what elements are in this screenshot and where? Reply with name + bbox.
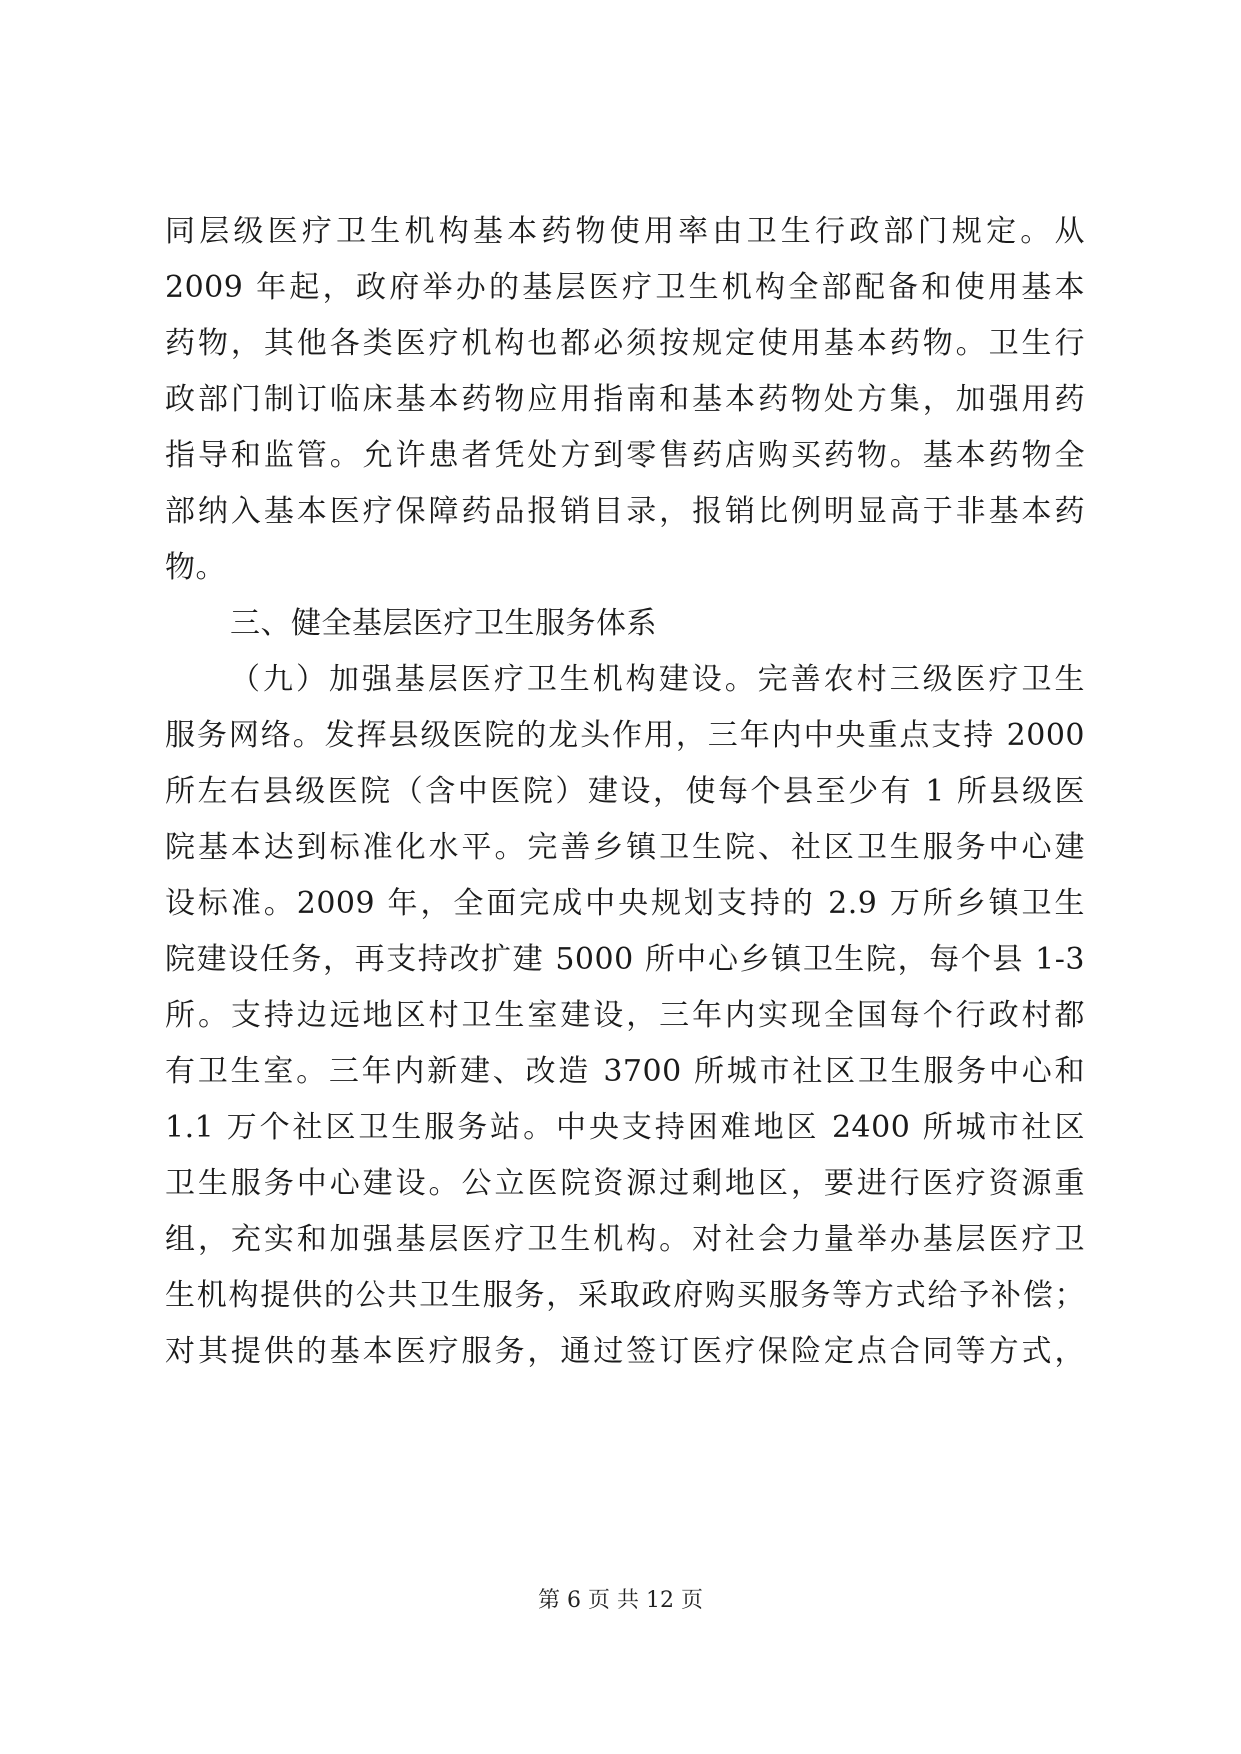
body-text-line: 部纳入基本医疗保障药品报销目录，报销比例明显高于非基本药 [165,494,1085,529]
page-number-footer: 第 6 页 共 12 页 [538,1588,703,1613]
body-text-line: 组，充实和加强基层医疗卫生机构。对社会力量举办基层医疗卫 [165,1222,1085,1257]
body-text-line: 政部门制订临床基本药物应用指南和基本药物处方集，加强用药 [165,382,1085,417]
body-text-line: 卫生服务中心建设。公立医院资源过剩地区，要进行医疗资源重 [165,1166,1085,1201]
body-text-line: 2009 年起，政府举办的基层医疗卫生机构全部配备和使用基本 [165,270,1085,305]
section-heading: 三、健全基层医疗卫生服务体系 [230,606,657,641]
body-text-line: 对其提供的基本医疗服务，通过签订医疗保险定点合同等方式， [165,1334,1085,1369]
body-text-line: 1.1 万个社区卫生服务站。中央支持困难地区 2400 所城市社区 [165,1110,1085,1145]
body-text-line: 生机构提供的公共卫生服务，采取政府购买服务等方式给予补偿； [165,1278,1085,1313]
body-text-line: 所左右县级医院（含中医院）建设，使每个县至少有 1 所县级医 [165,774,1085,809]
body-text-line: 所。支持边远地区村卫生室建设，三年内实现全国每个行政村都 [165,998,1085,1033]
body-text-line: 指导和监管。允许患者凭处方到零售药店购买药物。基本药物全 [165,438,1085,473]
body-text-line: 院基本达到标准化水平。完善乡镇卫生院、社区卫生服务中心建 [165,830,1085,865]
body-text-line: 院建设任务，再支持改扩建 5000 所中心乡镇卫生院，每个县 1-3 [165,942,1085,977]
body-text-line: 同层级医疗卫生机构基本药物使用率由卫生行政部门规定。从 [165,214,1085,249]
body-text-line: 服务网络。发挥县级医院的龙头作用，三年内中央重点支持 2000 [165,718,1085,753]
body-text-line: 药物，其他各类医疗机构也都必须按规定使用基本药物。卫生行 [165,326,1085,361]
body-text-line: 物。 [165,550,226,585]
paragraph-first-line: （九）加强基层医疗卫生机构建设。完善农村三级医疗卫生 [230,662,1085,697]
body-text-line: 设标准。2009 年，全面完成中央规划支持的 2.9 万所乡镇卫生 [165,886,1085,921]
body-text-line: 有卫生室。三年内新建、改造 3700 所城市社区卫生服务中心和 [165,1054,1085,1089]
